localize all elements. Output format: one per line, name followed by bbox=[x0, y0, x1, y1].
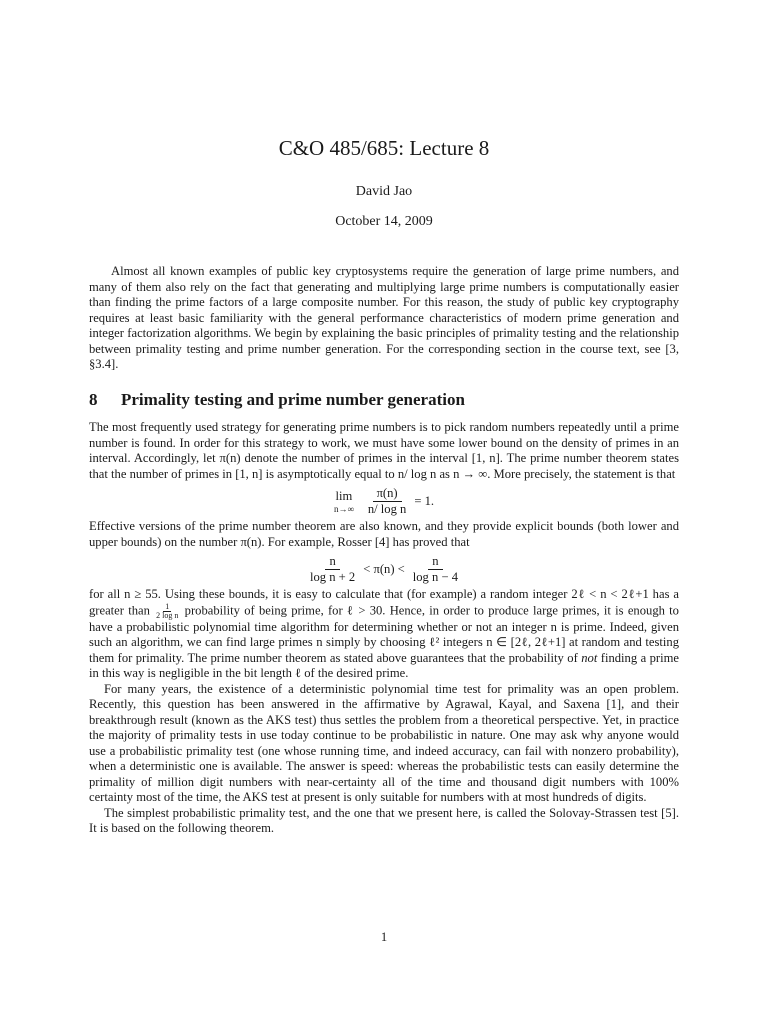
abstract-paragraph: Almost all known examples of public key cryptosystems require the generation of large prime numbers, and many of them also rely on the fact that generating and multiplying large prime numbers is computationally easier than finding the prime factors of a large composite number. For this reason, the study of public key cryptography requires at least basic familiarity with the general performance characteristics of modern prime generation and integer factorization algorithms. We begin by explaining the basic principles of primality testing and the relationship between primality testing and prime number generation. For the corresponding section in the course text, see [3, §3.4]. bbox=[89, 264, 679, 371]
equation-limit bbox=[89, 486, 679, 517]
inline-fraction bbox=[156, 603, 178, 620]
paragraph-3-part2: probability of being prime, for ℓ > 30. Hence, in order to produce large primes, it is enough to have a probabilistic polynomial time algorithm for determining whether or not an integer n is prime. Indeed, given such an algorithm, we can find large primes n simply by choosing ℓ² integers n ∈ [2ℓ, 2ℓ+1] at random and testing them for primality. The prime number theorem as stated above guarantees that the probability of bbox=[89, 602, 679, 665]
limit-subscript: n→∞ bbox=[333, 503, 354, 514]
inline-fraction-numerator: 1 bbox=[165, 601, 170, 611]
limit-fraction bbox=[364, 486, 410, 517]
section-title: Primality testing and prime number generation bbox=[121, 390, 465, 409]
document-title: C&O 485/685: Lecture 8 bbox=[278, 136, 490, 160]
section-heading bbox=[89, 390, 679, 410]
fraction-denominator: n/ log n bbox=[367, 502, 407, 516]
right-denominator: log n − 4 bbox=[412, 570, 458, 584]
inline-fraction-denominator: 2 log n bbox=[156, 610, 179, 620]
abstract-block bbox=[89, 264, 679, 373]
section-number: 8 bbox=[89, 390, 98, 409]
document-date: October 14, 2009 bbox=[335, 214, 433, 229]
equation-rosser-bound bbox=[89, 554, 679, 585]
emphasis-not: not bbox=[581, 650, 598, 665]
paragraph-2: Effective versions of the prime number theorem are also known, and they provide explicit bounds (both lower and upper bounds) on the number π(n). For example, Rosser [4] has proved that bbox=[89, 519, 679, 549]
paragraph-5: The simplest probabilistic primality test, and the one that we present here, is called the Solovay-Strassen test [5]. It is based on the following theorem. bbox=[89, 805, 679, 835]
section-body bbox=[89, 420, 679, 837]
page-number: 1 bbox=[380, 930, 388, 944]
left-denominator: log n + 2 bbox=[309, 570, 356, 584]
paragraph-1: The most frequently used strategy for generating prime numbers is to pick random numbers repeatedly until a prime number is found. In order for this strategy to work, we must have some lower bound on the density of primes in an interval. Accordingly, let π(n) denote the number of primes in the interval [1, n]. The prime number theorem states that the number of primes in [1, n] is asymptotically equal to n/ log n as n → ∞. More precisely, the statement is that bbox=[89, 420, 679, 481]
paragraph-3-part1: for all n ≥ 55. Using these bounds, it is easy to calculate that (for example) a random integer 2ℓ < n < 2ℓ+1 has a greater than bbox=[89, 587, 679, 617]
limit-operator bbox=[334, 489, 354, 514]
middle-inequality: < π(n) < bbox=[363, 561, 405, 576]
fraction-numerator: π(n) bbox=[373, 486, 402, 502]
paragraph-3-part3: finding a prime in this way is negligible in the bit length ℓ of the desired prime. bbox=[89, 650, 679, 680]
right-numerator: n bbox=[428, 554, 442, 570]
equation-rhs: = 1. bbox=[414, 493, 435, 508]
paragraph-3 bbox=[89, 587, 679, 682]
left-fraction bbox=[306, 554, 359, 585]
limit-label: lim bbox=[335, 489, 353, 504]
left-numerator: n bbox=[325, 554, 339, 570]
paragraph-4: For many years, the existence of a deterministic polynomial time test for primality was an open problem. Recently, this question has been answered in the affirmative by Agrawal, Kayal, and Saxena [1], and their breakthrough result (known as the AKS test) thus settles the problem from a theoretical perspective. Yet, in practice the majority of primality tests in use today continue to be probabilistic in nature. One may ask why anyone would use a probabilistic primality test (one whose running time, and indeed accuracy, can fail with nonzero probability), when a deterministic one is available. The answer is speed: whereas the probabilistic tests can easily determine the primality of million digit numbers with near-certainty all of the time and thousand digit numbers with 100% certainty most of the time, the AKS test at present is only suitable for numbers with at most hundreds of digits. bbox=[89, 681, 679, 804]
right-fraction bbox=[409, 554, 462, 585]
author-name: David Jao bbox=[355, 184, 413, 199]
